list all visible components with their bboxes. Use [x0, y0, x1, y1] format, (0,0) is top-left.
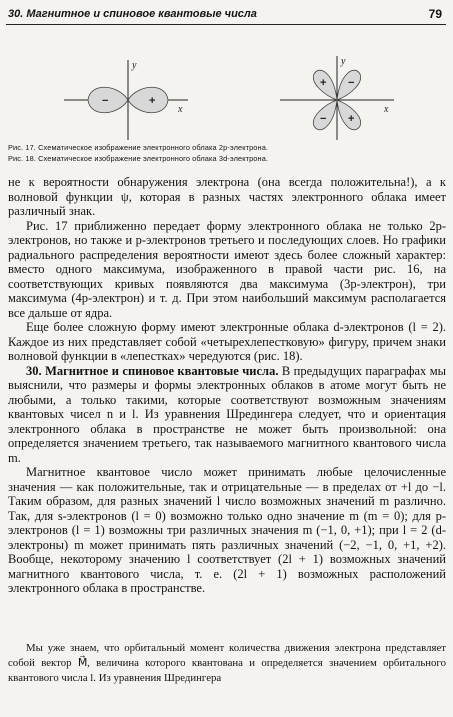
sign-bottom-right: + — [348, 113, 355, 125]
sign-bottom-left: − — [320, 113, 327, 125]
section-intro-text: В предыдущих параграфах мы выяснили, что размеры и формы электронных облаков в атоме могут быть не любыми, а только такими, которые соответствуют возможным значениям квантовых чисел n и l. Из уравнения Шредингера следует, что и ориентация электронного облака в пространстве не может быть произвольной: она определяется значением третьего, так называемого магнитного квантового числа m. — [8, 363, 446, 465]
d-orbital-figure — [276, 52, 398, 142]
paragraph-magnetic-number: Магнитное квантовое число может принимать любые целочисленные значения — как положительные, так и отрицательные — в пределах от +l до −l. Таким образом, для разных значений l число возможных значений m различно. Так, для s-электронов (l = 0) возможно только одно значение m (m = 0); для p-электронов (l = 1) возможны три различных значения m (−1, 0, +1); при l = 2 (d-электроны) m может принимать пять различных значений (−2, −1, 0, +1, +2). Вообще, некоторому значению l соответствует (2l + 1) возможных значений магнитного квантового числа, т. е. (2l + 1) возможных расположений электронного облака в пространстве. — [8, 465, 446, 595]
paragraph-continuation: не к вероятности обнаружения электрона (она всегда положительна!), а к волновой функции ψ, которая в разных частях электронного облака имеет различный знак. — [8, 175, 446, 218]
sign-top-left: + — [320, 77, 327, 89]
axis-y-label: y — [132, 60, 137, 71]
sign-plus-right: + — [149, 95, 156, 107]
section-heading: 30. Магнитное и спиновое квантовые числа. — [26, 363, 279, 378]
caption-fig17: Рис. 17. Схематическое изображение электронного облака 2p-электрона. — [8, 143, 269, 152]
section-title: 30. Магнитное и спиновое квантовые числа — [8, 8, 257, 20]
p-orbital-figure — [62, 56, 192, 142]
figure-captions — [8, 142, 446, 164]
running-header — [6, 6, 446, 25]
axis-x-label: x — [384, 104, 389, 115]
paragraph-orbital-moment: Мы уже знаем, что орбитальный момент количества движения электрона представляет собой вектор M⃗, величина которого квантована и определяется значением орбитального квантового числа l. Из уравнения Шредингера — [8, 642, 446, 684]
caption-fig18: Рис. 18. Схематическое изображение электронного облака 3d-электрона. — [8, 154, 269, 163]
page-number: 79 — [428, 7, 442, 21]
paragraph-fig17: Рис. 17 приближенно передает форму электронного облака не только 2p-электронов, но также и p-электронов третьего и последующих слоев. Но графики радиального распределения вероятности имеют здесь более сложный характер: вместо одного максимума, изображенного в правой части рис. 16, на соответствующих кривых появляются два максимума (3p-электрон), три максимума (4p-электрон) и т. д. При этом наибольший максимум располагается все дальше от ядра. — [8, 218, 446, 320]
main-text — [8, 175, 446, 596]
figures-area — [0, 26, 453, 136]
paragraph-section-30 — [8, 364, 446, 466]
paragraph-d-electrons: Еще более сложную форму имеют электронные облака d-электронов (l = 2). Каждое из них представляет собой «четырехлепестковую» фигуру, причем знаки волновой функции в «лепестках» чередуются (рис. 18). — [8, 320, 446, 363]
sign-minus-left: − — [102, 95, 109, 107]
axis-x-label: x — [178, 104, 183, 115]
small-print-text — [8, 641, 446, 686]
sign-top-right: − — [348, 77, 355, 89]
axis-y-label: y — [341, 56, 346, 67]
